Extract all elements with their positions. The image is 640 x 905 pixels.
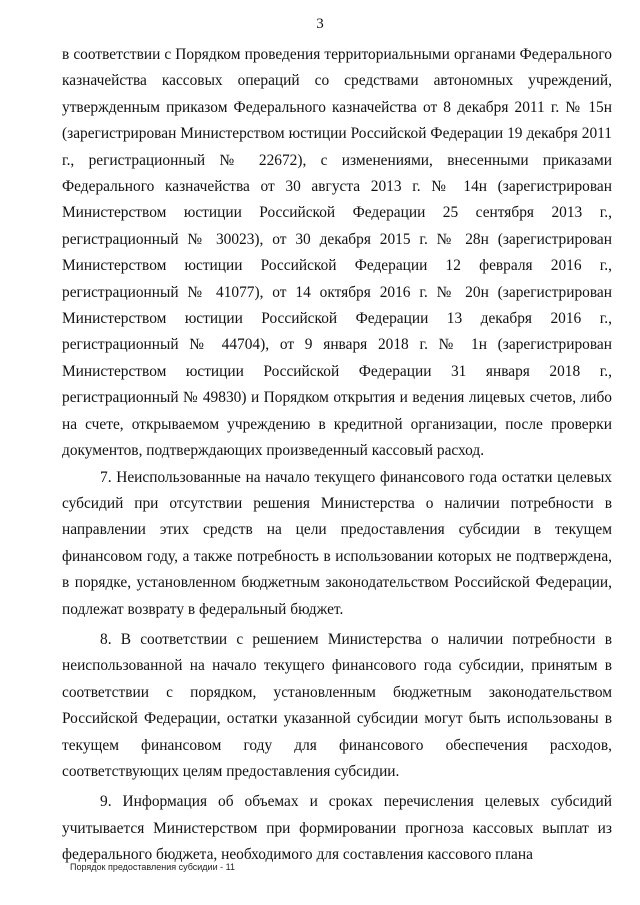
page-number: 3	[316, 16, 324, 32]
paragraph-8: 8. В соответствии с решением Министерства о наличии потребности в неиспользованной на начало текущего финансового года субсидии, принятым в соответствии с порядком, установленным бюджетным законодательством Российской Федерации, остатки указанной субсидии могут быть использованы в текущем финансовом году для финансового обеспечения расходов, соответствующих целям предоставления субсидии.	[62, 630, 612, 780]
paragraph-9: 9. Информация об объемах и сроках перечисления целевых субсидий учитывается Министерством при формировании прогноза кассовых выплат из федерального бюджета, необходимого для составления кассового плана	[62, 793, 612, 864]
paragraph-7: 7. Неиспользованные на начало текущего финансового года остатки целевых субсидий при отсутствии решения Министерства о наличии потребности в направлении этих средств на цели предоставления субсидии в текущем финансовом году, а также потребность в использовании которых не подтверждена, в порядке, установленном бюджетным законодательством Российской Федерации, подлежат возврату в федеральный бюджет.	[62, 468, 612, 618]
paragraph-continuation: в соответствии с Порядком проведения территориальными органами Федерального казначейства кассовых операций со средствами автономных учреждений, утвержденным приказом Федерального казначейства от 8 декабря 2011 г. № 15н (зарегистрирован Министерством юстиции Российской Федерации 19 декабря 2011 г., регистрационный № 22672), с изменениями, внесенными приказами Федерального казначейства от 30 августа 2013 г. № 14н (зарегистрирован Министерством юстиции Российской Федерации 25 сентября 2013 г., регистрационный № 30023), от 30 декабря 2015 г. № 28н (зарегистрирован Министерством юстиции Российской Федерации 12 февраля 2016 г., регистрационный № 41077), от 14 октября 2016 г. № 20н (зарегистрирован Министерством юстиции Российской Федерации 13 декабря 2016 г., регистрационный № 44704), от 9 января 2018 г. № 1н (зарегистрирован Министерством юстиции Российской Федерации 31 января 2018 г., регистрационный № 49830) и Порядком открытия и ведения лицевых счетов, либо на счете, открываемом учреждению в кредитной организации, после проверки документов, подтверждающих произведенный кассовый расход.	[62, 46, 612, 460]
footer-label: Порядок предоставления субсидии - 11	[70, 862, 235, 872]
document-body	[62, 42, 612, 869]
